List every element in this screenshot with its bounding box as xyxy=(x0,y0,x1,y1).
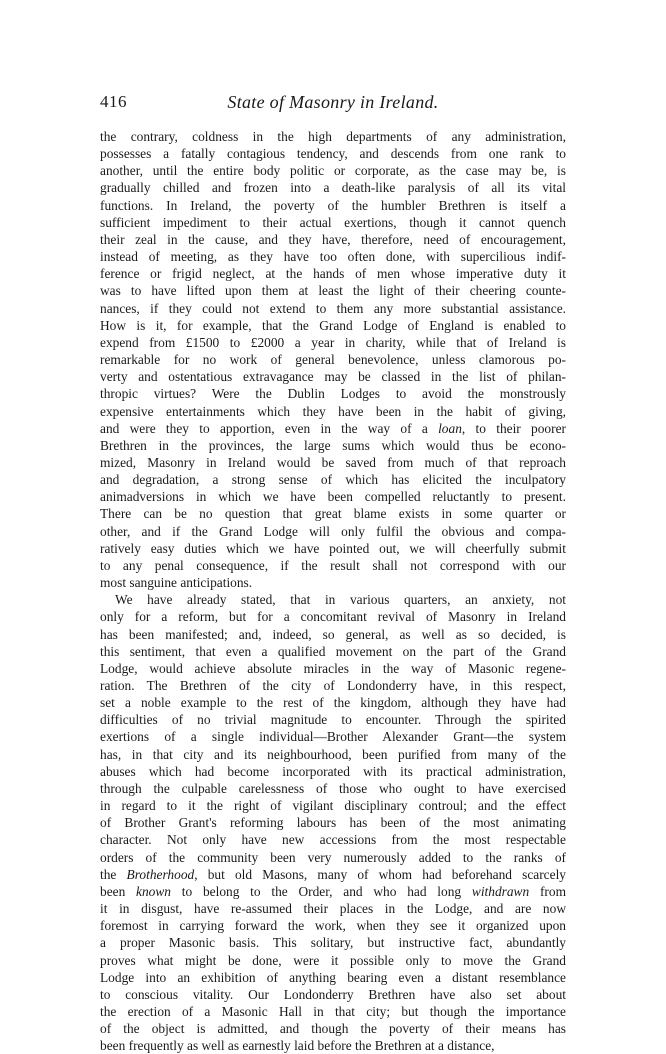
text-line xyxy=(100,694,566,711)
paragraph xyxy=(100,128,566,591)
text-line xyxy=(100,643,566,660)
text-run: a proper Masonic basis. This solitary, but instructive fact, abundantly xyxy=(100,935,566,951)
text-line xyxy=(100,626,566,643)
text-run: instead of meeting, as they have too often done, with supercilious indif- xyxy=(100,249,566,265)
text-line xyxy=(100,574,566,591)
text-line xyxy=(100,214,566,231)
running-head xyxy=(100,92,566,120)
italic-text: Brotherhood xyxy=(126,866,195,882)
text-run: We have already stated, that in various quarters, an anxiety, not xyxy=(115,592,566,608)
text-run: animadversions in which we have been compelled reluctantly to present. xyxy=(100,489,566,505)
text-line xyxy=(100,728,566,745)
text-run: of Brother Grant's reforming labours has been of the most animating xyxy=(100,815,566,831)
text-run: gradually chilled and frozen into a death-like paralysis of all its vital xyxy=(100,180,566,196)
text-run: sufficient impediment to their actual exertions, though it cannot quench xyxy=(100,214,566,230)
text-run: of the object is admitted, and though the poverty of their means has xyxy=(100,1021,566,1037)
text-run: in regard to it the right of vigilant disciplinary controul; and the effect xyxy=(100,798,566,814)
text-run: orders of the community been very numerously added to the ranks of xyxy=(100,849,566,865)
text-run: remarkable for no work of general benevolence, unless clamorous po- xyxy=(100,352,566,368)
text-run: to any penal consequence, if the result shall not correspond with our xyxy=(100,557,566,573)
text-run: the contrary, coldness in the high departments of any administration, xyxy=(100,129,566,144)
text-run: difficulties of no trivial magnitude to encounter. Through the spirited xyxy=(100,712,566,728)
text-run: functions. In Ireland, the poverty of the humbler Brethren is itself a xyxy=(100,197,566,213)
text-line xyxy=(100,351,566,368)
text-run: thropic virtues? Were the Dublin Lodges to avoid the monstrously xyxy=(100,386,566,402)
text-run: proves what might be done, were it possible only to move the Grand xyxy=(100,952,566,968)
text-line xyxy=(100,248,566,265)
italic-text: withdrawn xyxy=(471,883,530,899)
text-run: abuses which had become incorporated with its practical administration, xyxy=(100,763,566,779)
text-run: Lodge into an exhibition of anything bearing even a distant resemblance xyxy=(100,969,566,985)
text-run: only for a reform, but for a concomitant revival of Masonry in Ireland xyxy=(100,609,566,625)
text-line xyxy=(100,162,566,179)
text-line xyxy=(100,591,566,608)
text-run: has, in that city and its neighbourhood, been purified from many of the xyxy=(100,746,566,762)
text-line xyxy=(100,317,566,334)
text-run: exertions of a single individual—Brother Alexander Grant—the system xyxy=(100,729,566,745)
text-run: , to their poorer xyxy=(461,420,566,436)
text-run: and degradation, a strong sense of which has elicited the inculpatory xyxy=(100,472,566,488)
text-run: was to have lifted upon them at least the light of their cheering counte- xyxy=(100,283,566,299)
text-run: it in disgust, have re-assumed their places in the Lodge, and are now xyxy=(100,901,566,917)
text-line xyxy=(100,660,566,677)
text-line xyxy=(100,540,566,557)
text-run: ference or frigid neglect, at the hands of men whose imperative duty it xyxy=(100,266,566,282)
text-line xyxy=(100,471,566,488)
text-line xyxy=(100,488,566,505)
text-run: Brethren in the provinces, the large sums which would thus be econo- xyxy=(100,437,566,453)
text-line xyxy=(100,797,566,814)
text-run: to belong to the Order, and who had long xyxy=(171,883,472,899)
text-run: Lodge, would achieve absolute miracles in the way of Masonic regene- xyxy=(100,660,566,676)
text-run: another, until the entire body politic or corporate, as the case may be, is xyxy=(100,163,566,179)
text-run: ration. The Brethren of the city of Londonderry have, in this respect, xyxy=(100,678,566,693)
text-line xyxy=(100,197,566,214)
text-line xyxy=(100,231,566,248)
page-number: 416 xyxy=(100,92,127,111)
text-line xyxy=(100,1020,566,1037)
text-line xyxy=(100,437,566,454)
text-run: possesses a fatally contagious tendency, and descends from one rank to xyxy=(100,146,566,162)
text-line xyxy=(100,780,566,797)
text-run: set a noble example to the rest of the kingdom, although they have had xyxy=(100,695,566,711)
running-title: State of Masonry in Ireland. xyxy=(227,92,439,112)
text-line xyxy=(100,179,566,196)
text-line xyxy=(100,523,566,540)
text-line xyxy=(100,265,566,282)
text-line xyxy=(100,1003,566,1020)
text-run: expend from £1500 to £2000 a year in charity, while that of Ireland is xyxy=(100,334,566,350)
text-run: been xyxy=(100,883,137,899)
text-line xyxy=(100,831,566,848)
text-line xyxy=(100,557,566,574)
text-line xyxy=(100,608,566,625)
text-run: mized, Masonry in Ireland would be saved from much of that reproach xyxy=(100,454,566,470)
text-run: through the culpable carelessness of those who ought to have exercised xyxy=(100,780,566,796)
text-run: foremost in carrying forward the work, when they see it organized upon xyxy=(100,918,566,934)
text-line xyxy=(100,711,566,728)
body-text xyxy=(100,128,566,1054)
text-line xyxy=(100,1037,566,1054)
text-line xyxy=(100,917,566,934)
text-run: and were they to apportion, even in the way of a xyxy=(100,420,439,436)
text-line xyxy=(100,934,566,951)
text-run: this sentiment, that even a qualified movement on the part of the Grand xyxy=(100,643,566,659)
text-run: , but old Masons, many of whom had beforehand scarcely xyxy=(194,866,566,882)
text-line xyxy=(100,420,566,437)
text-line xyxy=(100,952,566,969)
italic-text: known xyxy=(136,883,172,899)
text-line xyxy=(100,677,566,694)
text-run: ratively easy duties which we have pointed out, we will cheerfully submit xyxy=(100,540,566,556)
text-run: the xyxy=(100,866,127,882)
text-line xyxy=(100,128,566,145)
text-run: other, and if the Grand Lodge will only fulfil the obvious and compa- xyxy=(100,523,566,539)
text-run: How is it, for example, that the Grand Lodge of England is enabled to xyxy=(100,317,566,333)
text-line xyxy=(100,883,566,900)
text-line xyxy=(100,145,566,162)
text-run: to conscious vitality. Our Londonderry Brethren have also set about xyxy=(100,986,566,1002)
text-line xyxy=(100,385,566,402)
text-line xyxy=(100,746,566,763)
text-line xyxy=(100,849,566,866)
text-line xyxy=(100,334,566,351)
text-run: been frequently as well as earnestly laid before the Brethren at a distance, xyxy=(100,1038,495,1054)
text-run: most sanguine anticipations. xyxy=(100,575,253,591)
text-line xyxy=(100,368,566,385)
text-run: character. Not only have new accessions from the most respectable xyxy=(100,832,566,848)
text-line xyxy=(100,866,566,883)
text-line xyxy=(100,403,566,420)
text-line xyxy=(100,454,566,471)
text-run: the erection of a Masonic Hall in that city; but though the importance xyxy=(100,1003,566,1019)
text-line xyxy=(100,814,566,831)
text-run: There can be no question that great blame exists in some quarter or xyxy=(100,506,566,522)
text-run: verty and ostentatious extravagance may be classed in the list of philan- xyxy=(100,369,566,385)
book-page xyxy=(100,92,566,1054)
text-line xyxy=(100,300,566,317)
text-line xyxy=(100,282,566,299)
text-run: expensive entertainments which they have been in the habit of giving, xyxy=(100,403,566,419)
text-run: has been manifested; and, indeed, so general, as well as so decided, is xyxy=(100,626,566,642)
text-line xyxy=(100,505,566,522)
italic-text: loan xyxy=(438,420,462,436)
text-run: from xyxy=(529,883,566,899)
text-run: their zeal in the cause, and they have, therefore, need of encouragement, xyxy=(100,231,566,247)
text-run: nances, if they could not extend to them any more substantial assistance. xyxy=(100,300,566,316)
text-line xyxy=(100,900,566,917)
text-line xyxy=(100,763,566,780)
text-line xyxy=(100,969,566,986)
text-line xyxy=(100,986,566,1003)
paragraph xyxy=(100,591,566,1054)
